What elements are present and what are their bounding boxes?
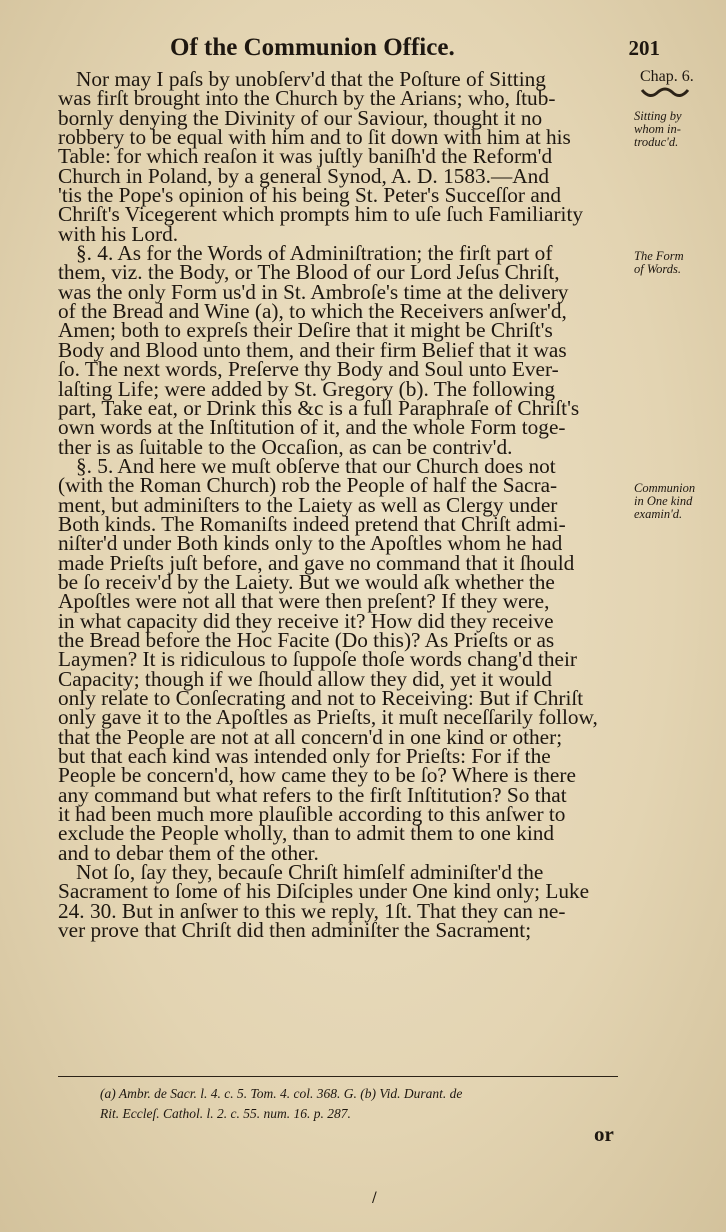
text-line: own words at the Inſtitution of it, and the whole Form toge- (58, 415, 566, 440)
margin-note-sitting (634, 110, 726, 149)
text-line: ver prove that Chriſt did then adminiſter the Sacrament; (58, 918, 532, 943)
text-line: them, viz. the Body, or The Blood of our Lord Jeſus Chriſt, (58, 260, 560, 285)
margin-note-line: of Words. (634, 262, 682, 276)
margin-note-line: The Form (634, 249, 684, 263)
footnotes (100, 1084, 640, 1124)
text-line: ſo. The next words, Preſerve thy Body and Soul unto Ever- (58, 357, 559, 382)
text-line: and to debar them of the other. (58, 840, 319, 865)
text-line: with his Lord. (58, 221, 179, 246)
text-line: niſter'd under Both kinds only to the Apoſtles whom he had (58, 531, 563, 556)
margin-note-line: in One kind (634, 494, 693, 508)
running-head (170, 34, 660, 64)
body-text (58, 67, 626, 943)
page-title: Of the Communion Office. (170, 34, 455, 61)
text-line: (with the Roman Church) rob the People of half the Sacra- (58, 473, 558, 498)
text-line: Sacrament to ſome of his Diſciples under One kind only; Luke (58, 879, 590, 904)
text-line: Capacity; though if we ſhould allow they did, yet it would (58, 666, 552, 691)
text-line: §. 5. And here we muſt obſerve that our Church does not (76, 453, 556, 478)
text-line: 'tis the Pope's opinion of his being St. Peter's Succeſſor and (58, 183, 562, 208)
text-line: Amen; both to expreſs their Deſire that it might be Chriſt's (58, 318, 553, 343)
text-line: only gave it to the Apoſtles as Prieſts, it muſt neceſſarily follow, (58, 705, 598, 730)
text-line: part, Take eat, or Drink this &c is a full Paraphraſe of Chriſt's (58, 395, 580, 420)
text-line: was the only Form us'd in St. Ambroſe's time at the delivery (58, 279, 569, 304)
text-line: ment, but adminiſters to the Laiety as well as Clergy under (58, 492, 558, 517)
margin-note-chapter (634, 70, 726, 83)
text-line: Church in Poland, by a general Synod, A. D. 1583.—And (58, 163, 549, 188)
text-line: Body and Blood unto them, and their firm Belief that it was (58, 337, 567, 362)
text-line: in what capacity did they receive it? How did they receive (58, 608, 554, 633)
text-line: Both kinds. The Romaniſts indeed pretend that Chriſt admi- (58, 511, 566, 536)
text-line: be ſo receiv'd by the Laiety. But we would aſk whether the (58, 569, 555, 594)
margin-note-line: whom in- (634, 122, 681, 136)
text-line: made Prieſts juſt before, and gave no command that it ſhould (58, 550, 575, 575)
text-line: 24. 30. But in anſwer to this we reply, 1ſt. That they can ne- (58, 898, 566, 923)
margin-note-line: examin'd. (634, 507, 683, 521)
catchword: or (594, 1122, 614, 1146)
text-line: Nor may I paſs by unobſerv'd that the Poſture of Sitting (76, 67, 546, 91)
text-line: Chriſt's Vicegerent which prompts him to uſe ſuch Familiarity (58, 202, 584, 227)
text-line: it had been much more plauſible according to this anſwer to (58, 802, 566, 827)
margin-chapter-label: Chap. 6. (640, 68, 694, 85)
text-line: Table: for which reaſon it was juſtly baniſh'd the Reform'd (58, 144, 553, 169)
text-line: ther is as ſuitable to the Occaſion, as can be contriv'd. (58, 434, 513, 459)
signature-mark: / (372, 1190, 377, 1206)
footnote-line: Rit. Eccleſ. Cathol. l. 2. c. 55. num. 16. p. 287. (100, 1106, 351, 1121)
text-line: was firſt brought into the Church by the Arians; who, ſtub- (58, 86, 556, 111)
text-line: of the Bread and Wine (a), to which the Receivers anſwer'd, (58, 299, 567, 324)
text-line: laſting Life; were added by St. Gregory (b). The following (58, 376, 555, 401)
page-number: 201 (628, 36, 660, 60)
flourish-ornament-icon (640, 86, 690, 100)
text-line: any command but what refers to the firſt Inſtitution? So that (58, 782, 567, 807)
footnote-divider (58, 1076, 618, 1077)
text-line: §. 4. As for the Words of Adminiſtration; the firſt part of (76, 241, 553, 266)
text-line: Laymen? It is ridiculous to ſuppoſe thoſe words chang'd their (58, 647, 577, 672)
margin-note-line: Communion (634, 481, 696, 495)
margin-note-communion (634, 482, 726, 521)
text-line: Apoſtles were not all that were then preſent? If they were, (58, 589, 550, 614)
text-line: People be concern'd, how came they to be ſo? Where is there (58, 763, 576, 788)
text-line: bornly denying the Divinity of our Saviour, thought it no (58, 105, 543, 130)
margin-note-line: Sitting by (634, 109, 682, 123)
margin-note-line: troduc'd. (634, 135, 679, 149)
margin-note-form (634, 250, 726, 276)
footnote-line: (a) Ambr. de Sacr. l. 4. c. 5. Tom. 4. col. 368. G. (b) Vid. Durant. de (100, 1086, 463, 1101)
text-line: that the People are not at all concern'd in one kind or other; (58, 724, 563, 749)
text-line: exclude the People wholly, than to admit them to one kind (58, 821, 555, 846)
text-line: robbery to be equal with him and to ſit down with him at his (58, 125, 571, 150)
text-line: only relate to Conſecrating and not to Receiving: But if Chriſt (58, 686, 584, 710)
text-line: Not ſo, ſay they, becauſe Chriſt himſelf adminiſter'd the (76, 860, 544, 885)
text-line: the Bread before the Hoc Facite (Do this)? As Prieſts or as (58, 627, 555, 652)
text-line: but that each kind was intended only for Prieſts: For if the (58, 744, 551, 769)
